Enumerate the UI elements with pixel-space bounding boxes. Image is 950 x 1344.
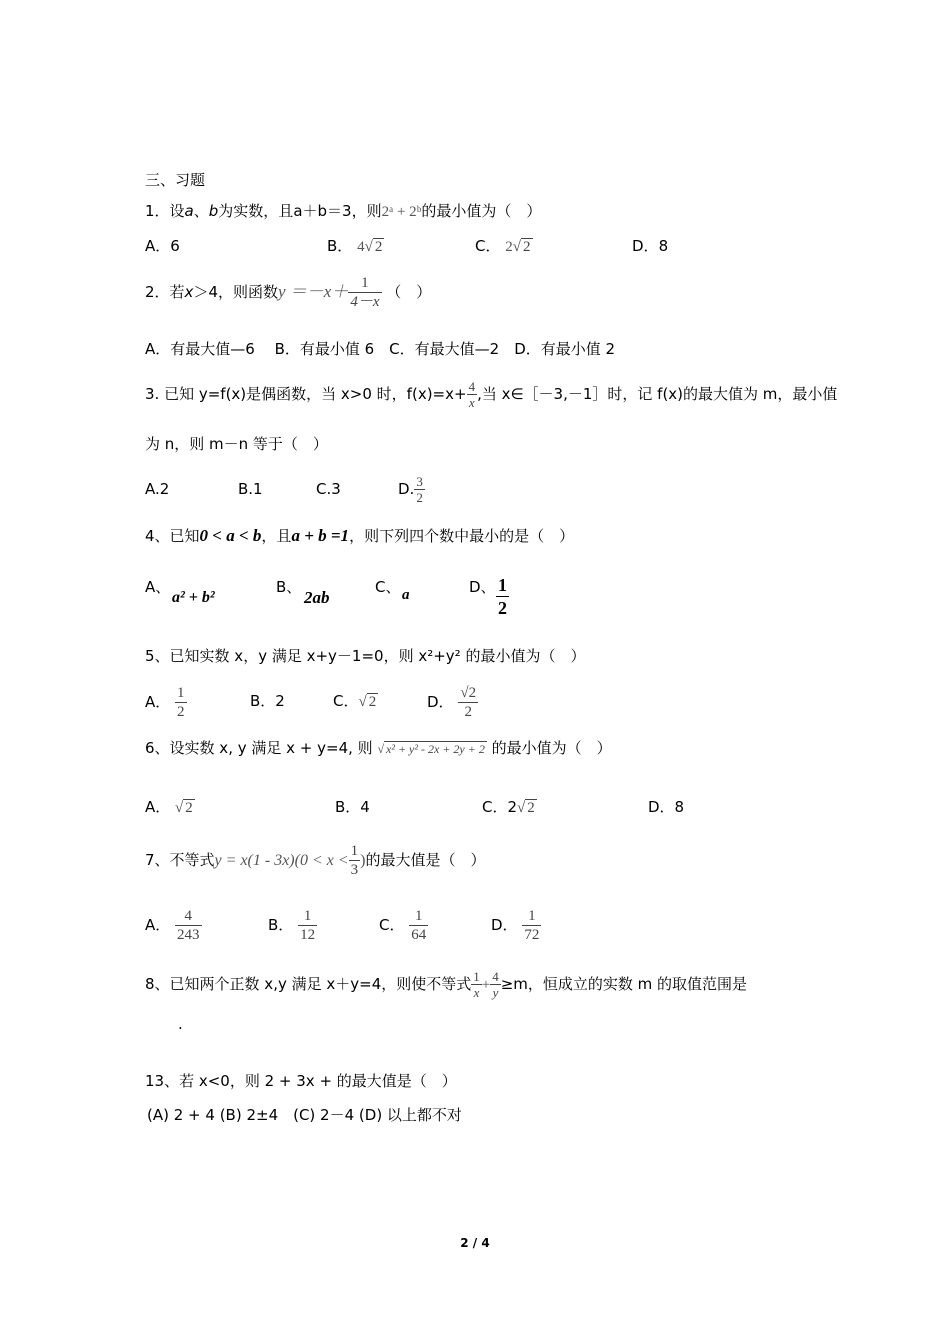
option-value: 2 [275,692,285,710]
q5-option-a [145,682,187,722]
q7-option-c-fraction [409,907,428,944]
q4-option-c: a [402,587,410,603]
q7-option-a [145,905,202,945]
fraction-numerator: 1 [498,575,507,595]
q3-option-c: C.3 [316,480,341,498]
q4-option-b: 2ab [304,588,330,607]
q2-stem-text: （ ） [386,283,432,301]
fraction-denominator: 64 [411,927,427,943]
option-label: C．2 [482,798,518,816]
q3-fraction [467,379,478,410]
fraction-numerator: 1 [473,969,480,984]
option-label: C． [379,916,405,934]
q4-condition-2: a + b =1 [291,526,350,545]
q7-stem-text: 的最大值是（ ） [365,851,486,869]
q3-option-b: B.1 [238,480,263,498]
section-title: 三、习题 [145,171,206,189]
radicand: 2 [523,239,531,255]
q3-stem-text: 3. 已知 y=f(x)是偶函数，当 x>0 时，f(x)=x+ [145,385,467,403]
question-3-line-2: 为 n，则 m－n 等于（ ） [145,435,328,453]
question-4-stem [145,526,574,546]
q5-option-b [250,691,285,711]
fraction-denominator: 12 [300,927,316,943]
q4-option-a-label: A、 [145,578,171,596]
q4-option-d [496,574,509,619]
fraction-denominator: 3 [350,862,359,878]
q7-expression: y = x(1 - 3x)(0 < x < [214,852,349,869]
q7-fraction [349,842,361,879]
fraction-numerator: 1 [348,274,381,293]
q1-var-b: b [208,202,219,220]
q4-option-c-label: C、 [375,578,401,596]
option-label: A． [145,237,171,255]
q6-option-d: D．8 [648,798,685,816]
q2-var-x: x [184,283,194,301]
q4-condition-1: 0 < a < b [199,526,262,545]
fraction-denominator: x [473,985,480,1000]
option-value: 6 [170,237,180,255]
q7-option-b [268,905,317,945]
q6-option-a [145,797,195,818]
sqrt-symbol: √ 2 [512,239,531,255]
q7-option-b-fraction [298,907,317,944]
sqrt-symbol: √ 2 [364,239,383,255]
sqrt-symbol: √ 2 [175,800,193,816]
fraction-denominator: 2 [416,490,423,505]
radicand: 2 [527,800,535,816]
option-label: C． [333,692,359,710]
q3-option-d-fraction [414,474,425,505]
radicand: x² + y² - 2x + 2y + 2 [386,742,485,756]
fraction-denominator: y [492,985,499,1000]
option-label: A． [145,916,171,934]
radicand: 2 [368,694,377,710]
q2-stem-text: 2．若 [145,283,185,301]
radicand: 2 [185,800,193,816]
q1-stem-text: 为实数，且 [218,202,294,220]
q1-option-c [475,236,533,257]
option-label: D． [632,237,659,255]
q7-stem-text: 7、不等式 [145,851,215,869]
option-label: A． [145,693,171,711]
question-8-stem [145,964,747,1005]
fraction-numerator: 1 [409,907,428,926]
sqrt-symbol: √ 2 [517,800,535,816]
q1-option-b [327,236,384,257]
option-label: D. [398,480,415,498]
fraction-denominator: 2 [177,704,185,720]
q8-stem-text: 8、已知两个正数 x,y 满足 x＋y=4，则使不等式 [145,975,472,993]
radicand: 2 [374,239,383,255]
fraction-numerator: 3 [416,474,423,489]
question-6-stem [145,738,612,759]
q4-stem-text: ，且 [261,527,292,545]
fraction-numerator: 1 [298,907,317,926]
fraction-numerator: 1 [522,907,541,926]
q13-options: (A) 2 + 4 (B) 2±4 (C) 2－4 (D) 以上都不对 [147,1106,462,1124]
option-label: A． [145,798,171,816]
q6-option-c [482,797,537,818]
question-2-stem [145,272,431,312]
option-coefficient: 4 [357,239,365,255]
q8-stem-text: ≥m，恒成立的实数 m 的取值范围是 [500,975,748,993]
q2-fraction [348,274,381,311]
q6-option-b: B．4 [335,798,370,816]
fraction-numerator: 1 [350,843,359,859]
q4-option-b-label: B、 [276,578,302,596]
q5-option-a-fraction [175,684,187,721]
option-label: B． [250,692,276,710]
q1-stem-text: ，则 [351,202,382,220]
fraction-numerator: 4 [492,969,499,984]
q7-option-a-fraction [175,907,202,944]
q7-option-c [379,905,428,945]
q7-expression-close: ) [360,852,366,869]
fraction-denominator: 72 [524,927,540,943]
fraction-numerator: 4 [175,907,202,926]
fraction-denominator: 2 [464,704,472,720]
fraction-denominator: x [468,395,475,410]
fraction-denominator: 4－x [350,294,380,310]
q5-option-c [333,691,378,712]
option-label: B． [327,237,353,255]
q7-option-d [491,905,541,945]
q4-stem-text: 4、已知 [145,527,200,545]
q2-options: A．有最大值—6 B．有最小值 6 C．有最大值—2 D．有最小值 2 [145,340,616,358]
option-label: D． [491,916,518,934]
q4-stem-text: ，则下列四个数中最小的是（ ） [349,527,575,545]
question-5-stem: 5、已知实数 x，y 满足 x+y－1=0，则 x²+y² 的最小值为（ ） [145,647,586,665]
q3-option-a: A.2 [145,480,170,498]
q2-stem-text: ＞4，则函数 [193,283,278,301]
q1-condition: a＋b＝3 [293,202,352,220]
q2-function: y ＝－x＋ [277,282,349,301]
fraction-numerator: 1 [177,685,185,701]
option-label: D． [427,693,454,711]
q1-option-d [632,236,668,256]
fraction-numerator: √2 [460,685,477,701]
q5-option-d [427,682,478,722]
q4-option-a: a² + b² [172,589,215,606]
sqrt-symbol: √ 2 [358,694,377,710]
q1-option-a [145,236,180,256]
q7-option-d-fraction [522,907,541,944]
q8-fraction-1 [471,969,482,1000]
q6-stem-text: 的最小值为（ ） [491,739,612,757]
q1-var-a: a [184,202,194,220]
option-value: 8 [658,237,669,255]
q1-stem-text: 、 [193,202,209,220]
q1-stem-text: 的最小值为（ ） [421,202,542,220]
option-label: C． [475,237,501,255]
q4-option-d-fraction [496,574,509,619]
q4-option-d-label: D、 [469,578,496,596]
fraction-numerator: 4 [468,379,476,394]
question-3-line-1 [145,374,837,414]
option-coefficient: 2 [505,239,513,255]
fraction-denominator: 2 [498,598,507,618]
plus-sign: + [481,977,491,993]
q8-fraction-2 [490,969,501,1000]
option-label: B． [268,916,294,934]
q6-stem-text: 6、设实数 x, y 满足 x + y=4, 则 [145,739,373,757]
page-number: 2 / 4 [460,1236,490,1250]
question-1-stem [145,201,541,222]
q3-stem-text: ,当 x∈［－3,－1］时，记 f(x)的最大值为 m，最小值 [477,385,838,403]
q6-radical: √ x² + y² - 2x + 2y + 2 [377,742,485,756]
fraction-denominator: 243 [177,927,200,943]
q8-answer-blank: . [178,1015,183,1033]
q3-option-d [398,470,425,508]
q5-option-d-fraction [458,684,478,721]
question-13-stem: 13、若 x<0，则 2 + 3x + 的最大值是（ ） [145,1072,457,1090]
question-7-stem [145,840,486,881]
q1-expression: 2ᵃ + 2ᵇ [381,204,422,220]
q1-stem-text: 1．设 [145,202,185,220]
